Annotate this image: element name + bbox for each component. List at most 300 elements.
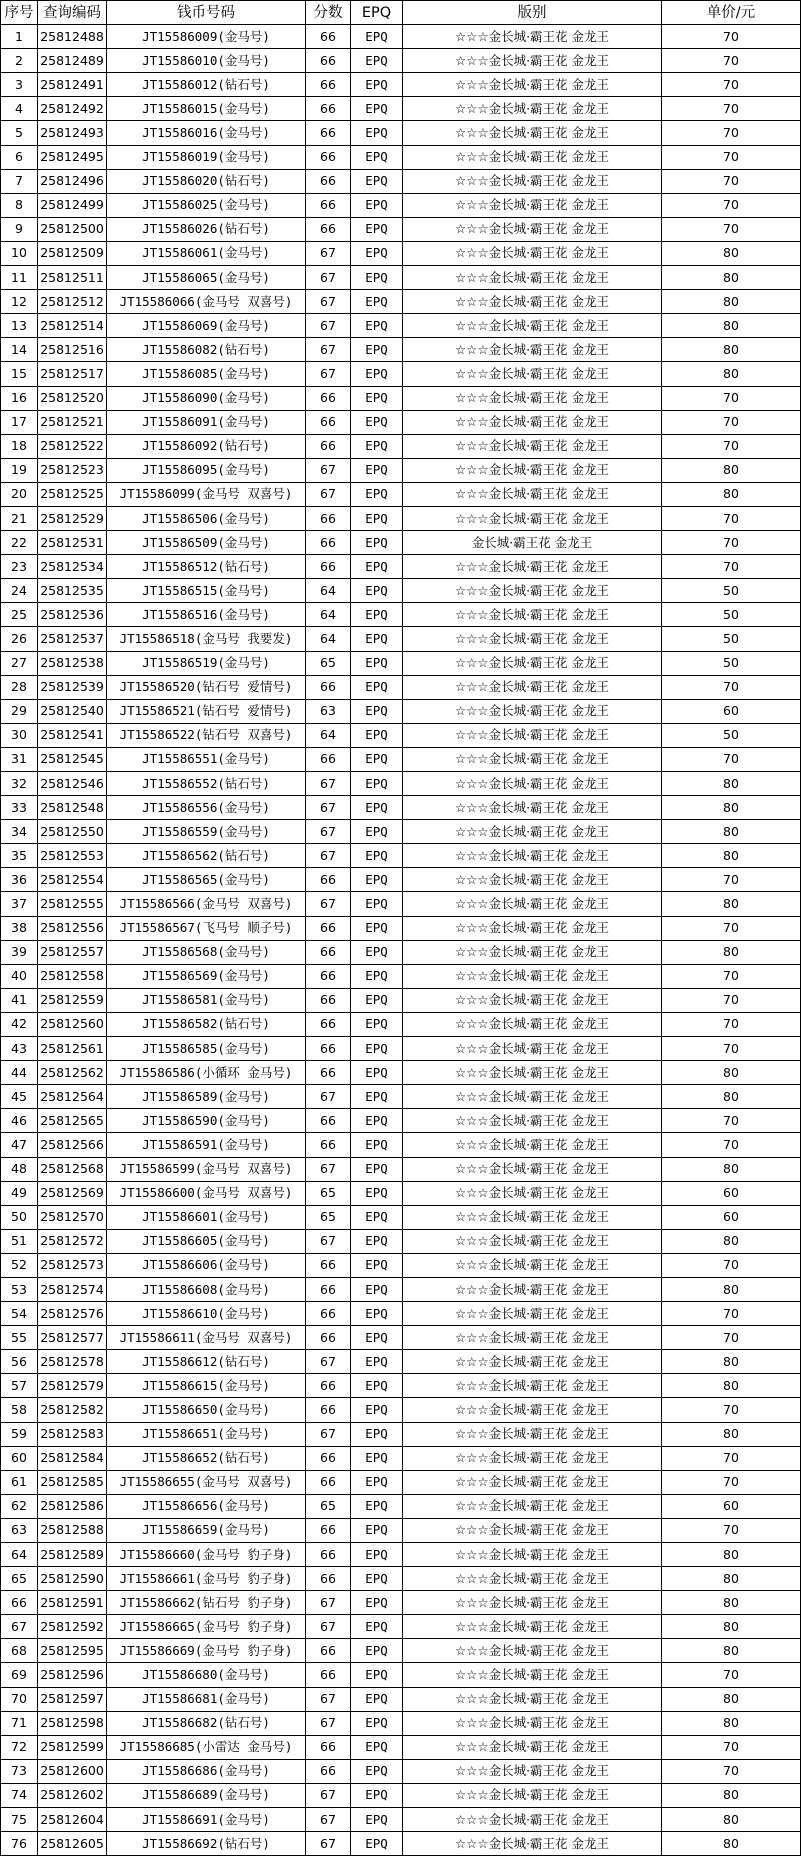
unit-price-cell: 60 bbox=[662, 1205, 801, 1229]
serial-number-cell: JT15586685(小雷达 金马号) bbox=[107, 1735, 306, 1759]
grade-cell: EPQ bbox=[351, 169, 403, 193]
unit-price-cell: 70 bbox=[662, 1470, 801, 1494]
table-row bbox=[1, 675, 801, 699]
serial-number-cell: JT15586591(金马号) bbox=[107, 1133, 306, 1157]
query-code-cell: 25812559 bbox=[38, 988, 107, 1012]
header-code: 查询编码 bbox=[38, 1, 107, 25]
version-cell: ☆☆☆金长城·霸王花 金龙王 bbox=[403, 1229, 662, 1253]
table-row bbox=[1, 988, 801, 1012]
unit-price-cell: 70 bbox=[662, 1663, 801, 1687]
score-cell: 67 bbox=[306, 820, 351, 844]
query-code-cell: 25812605 bbox=[38, 1832, 107, 1856]
serial-number-cell: JT15586608(金马号) bbox=[107, 1277, 306, 1301]
version-cell: ☆☆☆金长城·霸王花 金龙王 bbox=[403, 169, 662, 193]
table-row bbox=[1, 1109, 801, 1133]
score-cell: 67 bbox=[306, 1350, 351, 1374]
table-row bbox=[1, 723, 801, 747]
grade-cell: EPQ bbox=[351, 555, 403, 579]
score-cell: 66 bbox=[306, 1639, 351, 1663]
query-code-cell: 25812495 bbox=[38, 145, 107, 169]
unit-price-cell: 70 bbox=[662, 868, 801, 892]
table-row bbox=[1, 820, 801, 844]
grade-cell: EPQ bbox=[351, 1302, 403, 1326]
serial-number-cell: JT15586506(金马号) bbox=[107, 506, 306, 530]
query-code-cell: 25812511 bbox=[38, 266, 107, 290]
serial-number-cell: JT15586565(金马号) bbox=[107, 868, 306, 892]
grade-cell: EPQ bbox=[351, 1639, 403, 1663]
query-code-cell: 25812564 bbox=[38, 1085, 107, 1109]
unit-price-cell: 70 bbox=[662, 1518, 801, 1542]
query-code-cell: 25812492 bbox=[38, 97, 107, 121]
serial-number-cell: JT15586515(金马号) bbox=[107, 579, 306, 603]
row-number-cell: 65 bbox=[1, 1567, 38, 1591]
grade-cell: EPQ bbox=[351, 1205, 403, 1229]
query-code-cell: 25812514 bbox=[38, 314, 107, 338]
grade-cell: EPQ bbox=[351, 266, 403, 290]
serial-number-cell: JT15586590(金马号) bbox=[107, 1109, 306, 1133]
score-cell: 66 bbox=[306, 555, 351, 579]
table-row bbox=[1, 1494, 801, 1518]
header-price: 单价/元 bbox=[662, 1, 801, 25]
score-cell: 67 bbox=[306, 1711, 351, 1735]
version-cell: ☆☆☆金长城·霸王花 金龙王 bbox=[403, 747, 662, 771]
serial-number-cell: JT15586085(金马号) bbox=[107, 362, 306, 386]
grade-cell: EPQ bbox=[351, 988, 403, 1012]
row-number-cell: 18 bbox=[1, 434, 38, 458]
score-cell: 67 bbox=[306, 362, 351, 386]
score-cell: 67 bbox=[306, 1808, 351, 1832]
table-row bbox=[1, 169, 801, 193]
grade-cell: EPQ bbox=[351, 1808, 403, 1832]
score-cell: 66 bbox=[306, 1061, 351, 1085]
row-number-cell: 1 bbox=[1, 25, 38, 49]
score-cell: 66 bbox=[306, 97, 351, 121]
row-number-cell: 33 bbox=[1, 796, 38, 820]
query-code-cell: 25812537 bbox=[38, 627, 107, 651]
serial-number-cell: JT15586090(金马号) bbox=[107, 386, 306, 410]
table-row bbox=[1, 1037, 801, 1061]
serial-number-cell: JT15586025(金马号) bbox=[107, 193, 306, 217]
unit-price-cell: 80 bbox=[662, 266, 801, 290]
score-cell: 66 bbox=[306, 217, 351, 241]
version-cell: ☆☆☆金长城·霸王花 金龙王 bbox=[403, 1326, 662, 1350]
grade-cell: EPQ bbox=[351, 531, 403, 555]
table-row bbox=[1, 506, 801, 530]
grade-cell: EPQ bbox=[351, 338, 403, 362]
row-number-cell: 44 bbox=[1, 1061, 38, 1085]
grade-cell: EPQ bbox=[351, 25, 403, 49]
query-code-cell: 25812573 bbox=[38, 1253, 107, 1277]
score-cell: 66 bbox=[306, 410, 351, 434]
row-number-cell: 47 bbox=[1, 1133, 38, 1157]
score-cell: 64 bbox=[306, 723, 351, 747]
query-code-cell: 25812522 bbox=[38, 434, 107, 458]
query-code-cell: 25812521 bbox=[38, 410, 107, 434]
version-cell: ☆☆☆金长城·霸王花 金龙王 bbox=[403, 1518, 662, 1542]
unit-price-cell: 60 bbox=[662, 1181, 801, 1205]
serial-number-cell: JT15586026(钻石号) bbox=[107, 217, 306, 241]
table-row bbox=[1, 362, 801, 386]
row-number-cell: 31 bbox=[1, 747, 38, 771]
query-code-cell: 25812493 bbox=[38, 121, 107, 145]
table-row bbox=[1, 868, 801, 892]
serial-number-cell: JT15586091(金马号) bbox=[107, 410, 306, 434]
header-grade: EPQ bbox=[351, 1, 403, 25]
serial-number-cell: JT15586551(金马号) bbox=[107, 747, 306, 771]
version-cell: ☆☆☆金长城·霸王花 金龙王 bbox=[403, 772, 662, 796]
grade-cell: EPQ bbox=[351, 940, 403, 964]
serial-number-cell: JT15586069(金马号) bbox=[107, 314, 306, 338]
table-row bbox=[1, 1302, 801, 1326]
score-cell: 66 bbox=[306, 1374, 351, 1398]
grade-cell: EPQ bbox=[351, 1663, 403, 1687]
score-cell: 63 bbox=[306, 699, 351, 723]
serial-number-cell: JT15586065(金马号) bbox=[107, 266, 306, 290]
score-cell: 66 bbox=[306, 1735, 351, 1759]
version-cell: ☆☆☆金长城·霸王花 金龙王 bbox=[403, 988, 662, 1012]
grade-cell: EPQ bbox=[351, 1374, 403, 1398]
table-row bbox=[1, 1374, 801, 1398]
query-code-cell: 25812568 bbox=[38, 1157, 107, 1181]
score-cell: 66 bbox=[306, 675, 351, 699]
row-number-cell: 54 bbox=[1, 1302, 38, 1326]
table-row bbox=[1, 25, 801, 49]
score-cell: 66 bbox=[306, 1277, 351, 1301]
unit-price-cell: 70 bbox=[662, 1109, 801, 1133]
table-row bbox=[1, 482, 801, 506]
score-cell: 66 bbox=[306, 868, 351, 892]
query-code-cell: 25812597 bbox=[38, 1687, 107, 1711]
score-cell: 67 bbox=[306, 314, 351, 338]
version-cell: ☆☆☆金长城·霸王花 金龙王 bbox=[403, 1711, 662, 1735]
table-row bbox=[1, 772, 801, 796]
row-number-cell: 50 bbox=[1, 1205, 38, 1229]
grade-cell: EPQ bbox=[351, 506, 403, 530]
score-cell: 66 bbox=[306, 1398, 351, 1422]
serial-number-cell: JT15586665(金马号 豹子身) bbox=[107, 1615, 306, 1639]
score-cell: 66 bbox=[306, 1326, 351, 1350]
grade-cell: EPQ bbox=[351, 1277, 403, 1301]
row-number-cell: 7 bbox=[1, 169, 38, 193]
table-row bbox=[1, 1567, 801, 1591]
query-code-cell: 25812561 bbox=[38, 1037, 107, 1061]
score-cell: 66 bbox=[306, 434, 351, 458]
grade-cell: EPQ bbox=[351, 820, 403, 844]
unit-price-cell: 80 bbox=[662, 820, 801, 844]
unit-price-cell: 60 bbox=[662, 699, 801, 723]
score-cell: 66 bbox=[306, 1012, 351, 1036]
table-row bbox=[1, 1012, 801, 1036]
unit-price-cell: 80 bbox=[662, 1687, 801, 1711]
row-number-cell: 60 bbox=[1, 1446, 38, 1470]
grade-cell: EPQ bbox=[351, 1085, 403, 1109]
score-cell: 67 bbox=[306, 844, 351, 868]
row-number-cell: 45 bbox=[1, 1085, 38, 1109]
serial-number-cell: JT15586521(钻石号 爱情号) bbox=[107, 699, 306, 723]
grade-cell: EPQ bbox=[351, 1783, 403, 1807]
row-number-cell: 68 bbox=[1, 1639, 38, 1663]
query-code-cell: 25812529 bbox=[38, 506, 107, 530]
serial-number-cell: JT15586585(金马号) bbox=[107, 1037, 306, 1061]
serial-number-cell: JT15586589(金马号) bbox=[107, 1085, 306, 1109]
table-row bbox=[1, 1326, 801, 1350]
serial-number-cell: JT15586650(金马号) bbox=[107, 1398, 306, 1422]
serial-number-cell: JT15586660(金马号 豹子身) bbox=[107, 1543, 306, 1567]
version-cell: ☆☆☆金长城·霸王花 金龙王 bbox=[403, 1302, 662, 1326]
table-row bbox=[1, 1518, 801, 1542]
table-row bbox=[1, 1133, 801, 1157]
query-code-cell: 25812600 bbox=[38, 1759, 107, 1783]
unit-price-cell: 70 bbox=[662, 49, 801, 73]
row-number-cell: 62 bbox=[1, 1494, 38, 1518]
score-cell: 66 bbox=[306, 531, 351, 555]
serial-number-cell: JT15586568(金马号) bbox=[107, 940, 306, 964]
query-code-cell: 25812539 bbox=[38, 675, 107, 699]
version-cell: ☆☆☆金长城·霸王花 金龙王 bbox=[403, 1470, 662, 1494]
score-cell: 67 bbox=[306, 1591, 351, 1615]
table-row bbox=[1, 940, 801, 964]
version-cell: ☆☆☆金长城·霸王花 金龙王 bbox=[403, 555, 662, 579]
version-cell: ☆☆☆金长城·霸王花 金龙王 bbox=[403, 627, 662, 651]
unit-price-cell: 70 bbox=[662, 97, 801, 121]
grade-cell: EPQ bbox=[351, 1735, 403, 1759]
row-number-cell: 48 bbox=[1, 1157, 38, 1181]
query-code-cell: 25812602 bbox=[38, 1783, 107, 1807]
query-code-cell: 25812574 bbox=[38, 1277, 107, 1301]
version-cell: ☆☆☆金长城·霸王花 金龙王 bbox=[403, 482, 662, 506]
grade-cell: EPQ bbox=[351, 121, 403, 145]
grade-cell: EPQ bbox=[351, 1061, 403, 1085]
serial-number-cell: JT15586582(钻石号) bbox=[107, 1012, 306, 1036]
row-number-cell: 58 bbox=[1, 1398, 38, 1422]
version-cell: ☆☆☆金长城·霸王花 金龙王 bbox=[403, 1012, 662, 1036]
serial-number-cell: JT15586611(金马号 双喜号) bbox=[107, 1326, 306, 1350]
unit-price-cell: 70 bbox=[662, 121, 801, 145]
query-code-cell: 25812534 bbox=[38, 555, 107, 579]
query-code-cell: 25812579 bbox=[38, 1374, 107, 1398]
score-cell: 66 bbox=[306, 25, 351, 49]
grade-cell: EPQ bbox=[351, 603, 403, 627]
table-row bbox=[1, 1470, 801, 1494]
score-cell: 66 bbox=[306, 1133, 351, 1157]
table-row bbox=[1, 796, 801, 820]
score-cell: 66 bbox=[306, 1109, 351, 1133]
table-row bbox=[1, 1711, 801, 1735]
serial-number-cell: JT15586099(金马号 双喜号) bbox=[107, 482, 306, 506]
table-row bbox=[1, 1591, 801, 1615]
query-code-cell: 25812565 bbox=[38, 1109, 107, 1133]
version-cell: ☆☆☆金长城·霸王花 金龙王 bbox=[403, 121, 662, 145]
version-cell: ☆☆☆金长城·霸王花 金龙王 bbox=[403, 1663, 662, 1687]
score-cell: 66 bbox=[306, 73, 351, 97]
table-row bbox=[1, 97, 801, 121]
version-cell: ☆☆☆金长城·霸王花 金龙王 bbox=[403, 1832, 662, 1856]
score-cell: 66 bbox=[306, 386, 351, 410]
grade-cell: EPQ bbox=[351, 723, 403, 747]
grade-cell: EPQ bbox=[351, 49, 403, 73]
grade-cell: EPQ bbox=[351, 1543, 403, 1567]
row-number-cell: 28 bbox=[1, 675, 38, 699]
row-number-cell: 59 bbox=[1, 1422, 38, 1446]
grade-cell: EPQ bbox=[351, 699, 403, 723]
query-code-cell: 25812578 bbox=[38, 1350, 107, 1374]
unit-price-cell: 70 bbox=[662, 386, 801, 410]
table-row bbox=[1, 1277, 801, 1301]
grade-cell: EPQ bbox=[351, 73, 403, 97]
score-cell: 66 bbox=[306, 1037, 351, 1061]
score-cell: 66 bbox=[306, 506, 351, 530]
score-cell: 66 bbox=[306, 1543, 351, 1567]
row-number-cell: 35 bbox=[1, 844, 38, 868]
unit-price-cell: 80 bbox=[662, 892, 801, 916]
unit-price-cell: 80 bbox=[662, 844, 801, 868]
score-cell: 67 bbox=[306, 796, 351, 820]
unit-price-cell: 70 bbox=[662, 73, 801, 97]
score-cell: 66 bbox=[306, 1663, 351, 1687]
query-code-cell: 25812499 bbox=[38, 193, 107, 217]
header-score: 分数 bbox=[306, 1, 351, 25]
row-number-cell: 24 bbox=[1, 579, 38, 603]
version-cell: ☆☆☆金长城·霸王花 金龙王 bbox=[403, 410, 662, 434]
table-row bbox=[1, 1181, 801, 1205]
row-number-cell: 72 bbox=[1, 1735, 38, 1759]
version-cell: ☆☆☆金长城·霸王花 金龙王 bbox=[403, 1374, 662, 1398]
query-code-cell: 25812491 bbox=[38, 73, 107, 97]
query-code-cell: 25812590 bbox=[38, 1567, 107, 1591]
row-number-cell: 73 bbox=[1, 1759, 38, 1783]
table-row bbox=[1, 1085, 801, 1109]
score-cell: 66 bbox=[306, 964, 351, 988]
row-number-cell: 27 bbox=[1, 651, 38, 675]
unit-price-cell: 70 bbox=[662, 434, 801, 458]
table-row bbox=[1, 1061, 801, 1085]
serial-number-cell: JT15586015(金马号) bbox=[107, 97, 306, 121]
unit-price-cell: 70 bbox=[662, 193, 801, 217]
row-number-cell: 3 bbox=[1, 73, 38, 97]
serial-number-cell: JT15586512(钻石号) bbox=[107, 555, 306, 579]
version-cell: ☆☆☆金长城·霸王花 金龙王 bbox=[403, 1735, 662, 1759]
unit-price-cell: 80 bbox=[662, 362, 801, 386]
unit-price-cell: 70 bbox=[662, 1759, 801, 1783]
score-cell: 67 bbox=[306, 772, 351, 796]
query-code-cell: 25812569 bbox=[38, 1181, 107, 1205]
query-code-cell: 25812576 bbox=[38, 1302, 107, 1326]
row-number-cell: 37 bbox=[1, 892, 38, 916]
version-cell: ☆☆☆金长城·霸王花 金龙王 bbox=[403, 506, 662, 530]
table-row bbox=[1, 844, 801, 868]
table-row bbox=[1, 290, 801, 314]
row-number-cell: 42 bbox=[1, 1012, 38, 1036]
unit-price-cell: 70 bbox=[662, 25, 801, 49]
row-number-cell: 11 bbox=[1, 266, 38, 290]
row-number-cell: 36 bbox=[1, 868, 38, 892]
serial-number-cell: JT15586562(钻石号) bbox=[107, 844, 306, 868]
version-cell: ☆☆☆金长城·霸王花 金龙王 bbox=[403, 675, 662, 699]
score-cell: 66 bbox=[306, 940, 351, 964]
table-row bbox=[1, 555, 801, 579]
grade-cell: EPQ bbox=[351, 97, 403, 121]
query-code-cell: 25812554 bbox=[38, 868, 107, 892]
score-cell: 66 bbox=[306, 169, 351, 193]
table-row bbox=[1, 241, 801, 265]
serial-number-cell: JT15586606(金马号) bbox=[107, 1253, 306, 1277]
grade-cell: EPQ bbox=[351, 1470, 403, 1494]
version-cell: ☆☆☆金长城·霸王花 金龙王 bbox=[403, 892, 662, 916]
score-cell: 66 bbox=[306, 193, 351, 217]
unit-price-cell: 80 bbox=[662, 290, 801, 314]
grade-cell: EPQ bbox=[351, 1326, 403, 1350]
serial-number-cell: JT15586066(金马号 双喜号) bbox=[107, 290, 306, 314]
grade-cell: EPQ bbox=[351, 1446, 403, 1470]
query-code-cell: 25812562 bbox=[38, 1061, 107, 1085]
query-code-cell: 25812555 bbox=[38, 892, 107, 916]
grade-cell: EPQ bbox=[351, 1759, 403, 1783]
grade-cell: EPQ bbox=[351, 434, 403, 458]
row-number-cell: 56 bbox=[1, 1350, 38, 1374]
serial-number-cell: JT15586522(钻石号 双喜号) bbox=[107, 723, 306, 747]
version-cell: ☆☆☆金长城·霸王花 金龙王 bbox=[403, 651, 662, 675]
grade-cell: EPQ bbox=[351, 1012, 403, 1036]
row-number-cell: 4 bbox=[1, 97, 38, 121]
header-version: 版别 bbox=[403, 1, 662, 25]
serial-number-cell: JT15586692(钻石号) bbox=[107, 1832, 306, 1856]
serial-number-cell: JT15586651(金马号) bbox=[107, 1422, 306, 1446]
serial-number-cell: JT15586686(金马号) bbox=[107, 1759, 306, 1783]
row-number-cell: 19 bbox=[1, 458, 38, 482]
version-cell: ☆☆☆金长城·霸王花 金龙王 bbox=[403, 940, 662, 964]
row-number-cell: 43 bbox=[1, 1037, 38, 1061]
unit-price-cell: 80 bbox=[662, 1085, 801, 1109]
unit-price-cell: 80 bbox=[662, 772, 801, 796]
grade-cell: EPQ bbox=[351, 145, 403, 169]
version-cell: ☆☆☆金长城·霸王花 金龙王 bbox=[403, 1567, 662, 1591]
table-row bbox=[1, 892, 801, 916]
version-cell: ☆☆☆金长城·霸王花 金龙王 bbox=[403, 1133, 662, 1157]
serial-number-cell: JT15586010(金马号) bbox=[107, 49, 306, 73]
query-code-cell: 25812599 bbox=[38, 1735, 107, 1759]
table-row bbox=[1, 1229, 801, 1253]
version-cell: ☆☆☆金长城·霸王花 金龙王 bbox=[403, 1061, 662, 1085]
unit-price-cell: 70 bbox=[662, 169, 801, 193]
grade-cell: EPQ bbox=[351, 217, 403, 241]
table-row bbox=[1, 410, 801, 434]
table-row bbox=[1, 651, 801, 675]
score-cell: 67 bbox=[306, 241, 351, 265]
version-cell: ☆☆☆金长城·霸王花 金龙王 bbox=[403, 290, 662, 314]
score-cell: 66 bbox=[306, 1446, 351, 1470]
grade-cell: EPQ bbox=[351, 1494, 403, 1518]
version-cell: ☆☆☆金长城·霸王花 金龙王 bbox=[403, 193, 662, 217]
score-cell: 67 bbox=[306, 1085, 351, 1109]
row-number-cell: 69 bbox=[1, 1663, 38, 1687]
serial-number-cell: JT15586559(金马号) bbox=[107, 820, 306, 844]
grade-cell: EPQ bbox=[351, 844, 403, 868]
version-cell: ☆☆☆金长城·霸王花 金龙王 bbox=[403, 1808, 662, 1832]
unit-price-cell: 80 bbox=[662, 1229, 801, 1253]
score-cell: 66 bbox=[306, 1759, 351, 1783]
query-code-cell: 25812535 bbox=[38, 579, 107, 603]
serial-number-cell: JT15586092(钻石号) bbox=[107, 434, 306, 458]
serial-number-cell: JT15586605(金马号) bbox=[107, 1229, 306, 1253]
unit-price-cell: 80 bbox=[662, 940, 801, 964]
score-cell: 67 bbox=[306, 338, 351, 362]
table-row bbox=[1, 338, 801, 362]
grade-cell: EPQ bbox=[351, 1181, 403, 1205]
score-cell: 65 bbox=[306, 1494, 351, 1518]
unit-price-cell: 80 bbox=[662, 241, 801, 265]
query-code-cell: 25812560 bbox=[38, 1012, 107, 1036]
version-cell: ☆☆☆金长城·霸王花 金龙王 bbox=[403, 241, 662, 265]
